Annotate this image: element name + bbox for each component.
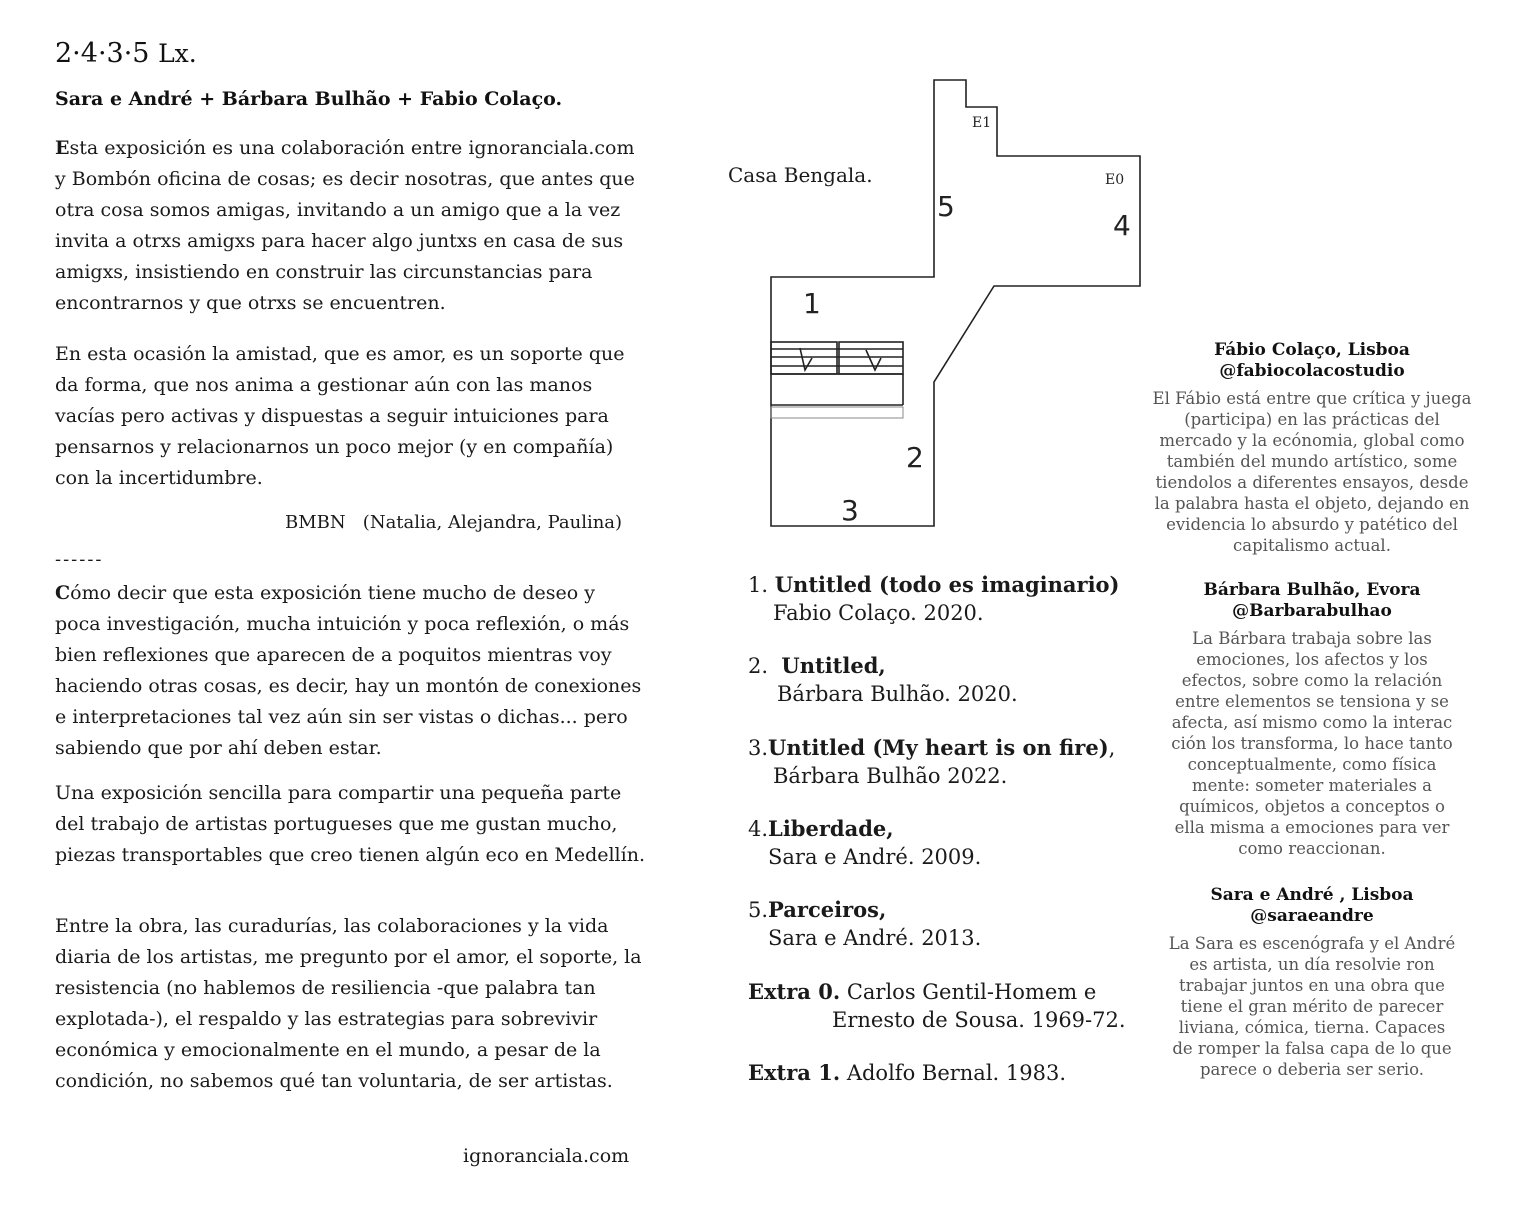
- work-item-extra-1: [748, 1059, 1066, 1087]
- work-title-suffix: ,: [1108, 736, 1116, 760]
- room-number-1: 1: [803, 287, 821, 320]
- work-item-2: [748, 652, 1018, 708]
- work-artist: Carlos Gentil-Homem e: [846, 980, 1097, 1004]
- bio-name: Bárbara Bulhão, Evora: [1203, 580, 1421, 600]
- intro-paragraph-1: [55, 133, 645, 319]
- work-item-3: [748, 734, 1115, 790]
- work-item-4: [748, 815, 981, 871]
- bio-text: La Bárbara trabaja sobre las emociones, los afectos y los efectos, sobre como la relación entre elementos se tensiona y se afecta, así mismo como la interac ción los transforma, lo hace tanto conceptualmente, como física mente: someter materiales a químicos, objetos a conceptos o ella misma a emociones para ver como reaccionan.: [1171, 629, 1453, 858]
- work-artist: Sara e André. 2013.: [768, 926, 982, 950]
- intro-paragraph-2: En esta ocasión la amistad, que es amor, es un soporte que da forma, que nos anima a gestionar aún con las manos vacías pero activas y dispuestas a seguir intuiciones para pensarnos y relacionarnos un poco mejor (y en compañía) con la incertidumbre.: [55, 343, 625, 489]
- work-item-5: [748, 896, 981, 952]
- stair-arrow-left: [800, 348, 812, 370]
- room-number-4: 4: [1113, 209, 1131, 242]
- stair-block-right: [839, 342, 903, 374]
- house-label: Casa Bengala.: [728, 163, 873, 187]
- work-number: Extra 0.: [748, 979, 841, 1004]
- stair-block-left: [771, 342, 837, 374]
- work-item-extra-0: [748, 978, 1126, 1034]
- room-number-5: 5: [937, 190, 955, 223]
- floor-label-e0: E0: [1105, 172, 1125, 188]
- work-artist: Bárbara Bulhão. 2020.: [777, 682, 1018, 706]
- artists-subtitle: Sara e André + Bárbara Bulhão + Fabio Colaço.: [55, 88, 563, 110]
- work-artist: Sara e André. 2009.: [768, 845, 982, 869]
- floor-plan-outline: [771, 80, 1140, 526]
- bio-text: La Sara es escenógrafa y el André es artista, un día resolvie ron trabajar juntos en una obra que tiene el gran mérito de parecer liviana, cómica, tierna. Capaces de romper la falsa capa de lo que parece o deberia ser serio.: [1168, 934, 1456, 1079]
- section-divider: ------: [55, 549, 104, 570]
- work-title: Liberdade,: [768, 816, 894, 841]
- work-number: 4.: [748, 817, 769, 841]
- work-title: Untitled (todo es imaginario): [774, 572, 1120, 597]
- essay-paragraph-1-text: ómo decir que esta exposición tiene mucho de deseo y poca investigación, mucha intuición y poca reflexión, o más bien reflexiones que aparecen de a poquitos mientras voy haciendo otras cosas, es decir, hay un montón de conexiones e interpretaciones tal vez aún sin ser vistas o dichas... pero sabiendo que por ahí deben estar.: [55, 582, 642, 759]
- work-artist: Fabio Colaço. 2020.: [773, 601, 984, 625]
- work-artist: Bárbara Bulhão 2022.: [773, 764, 1008, 788]
- dropcap: E: [55, 137, 70, 159]
- room-number-2: 2: [906, 441, 924, 474]
- logo-main: 2·4·3·5: [55, 38, 150, 69]
- website-link[interactable]: ignoranciala.com: [463, 1145, 630, 1167]
- intro-paragraph-1-text: sta exposición es una colaboración entre ignoranciala.com y Bombón oficina de cosas; es decir nosotras, que antes que otra cosa somos amigas, invitando a un amigo que a la vez invita a otrxs amigxs para hacer algo juntxs en casa de sus amigxs, insistiendo en construir las circunstancias para encontrarnos y que otrxs se encuentren.: [55, 137, 635, 314]
- work-artist-continued: Ernesto de Sousa. 1969-72.: [832, 1008, 1126, 1032]
- work-number: Extra 1.: [748, 1060, 841, 1085]
- logo-suffix: Lx.: [158, 39, 197, 68]
- exhibition-logo: [55, 38, 197, 69]
- bio-handle: @saraeandre: [1250, 906, 1374, 926]
- work-number: 2.: [748, 654, 769, 678]
- bio-name: Fábio Colaço, Lisboa: [1214, 340, 1410, 360]
- dropcap: C: [55, 582, 71, 604]
- work-number: 5.: [748, 898, 769, 922]
- signature: BMBN (Natalia, Alejandra, Paulina): [285, 512, 623, 533]
- work-title: Untitled (My heart is on fire): [768, 735, 1109, 760]
- bio-handle: @Barbarabulhao: [1232, 601, 1392, 621]
- stair-arrow-right: [866, 350, 881, 370]
- artist-bio-barbara: [1146, 580, 1478, 859]
- bio-text: El Fábio está entre que crítica y juega (participa) en las prácticas del mercado y la ecónomia, global como también del mundo artístico, some tiendolos a diferentes ensayos, desde la palabra hasta el objeto, dejando en evidencia lo absurdo y patético del capitalismo actual.: [1152, 389, 1472, 555]
- work-number: 3.: [748, 736, 769, 760]
- work-title: Parceiros,: [768, 897, 887, 922]
- artist-bio-fabio: [1146, 340, 1478, 556]
- work-number: 1.: [748, 573, 769, 597]
- essay-paragraph-3: Entre la obra, las curadurías, las colaboraciones y la vida diaria de los artistas, me pregunto por el amor, el soporte, la resistencia (no hablemos de resiliencia -que palabra tan explotada-), el respaldo y las estrategias para sobrevivir económica y emocionalmente en el mundo, a pesar de la condición, no sabemos qué tan voluntaria, de ser artistas.: [55, 915, 642, 1092]
- artist-bio-sara-andre: [1146, 885, 1478, 1080]
- floor-label-e1: E1: [972, 115, 992, 131]
- bio-name: Sara e André , Lisboa: [1210, 885, 1414, 905]
- essay-paragraph-2: Una exposición sencilla para compartir una pequeña parte del trabajo de artistas portugueses que me gustan mucho, piezas transportables que creo tienen algún eco en Medellín.: [55, 782, 645, 866]
- work-item-1: [748, 571, 1120, 627]
- work-title: Untitled,: [781, 653, 886, 678]
- bio-handle: @fabiocolacostudio: [1219, 361, 1405, 381]
- room-number-3: 3: [841, 494, 859, 527]
- work-artist: Adolfo Bernal. 1983.: [846, 1061, 1067, 1085]
- essay-paragraph-1: [55, 578, 645, 764]
